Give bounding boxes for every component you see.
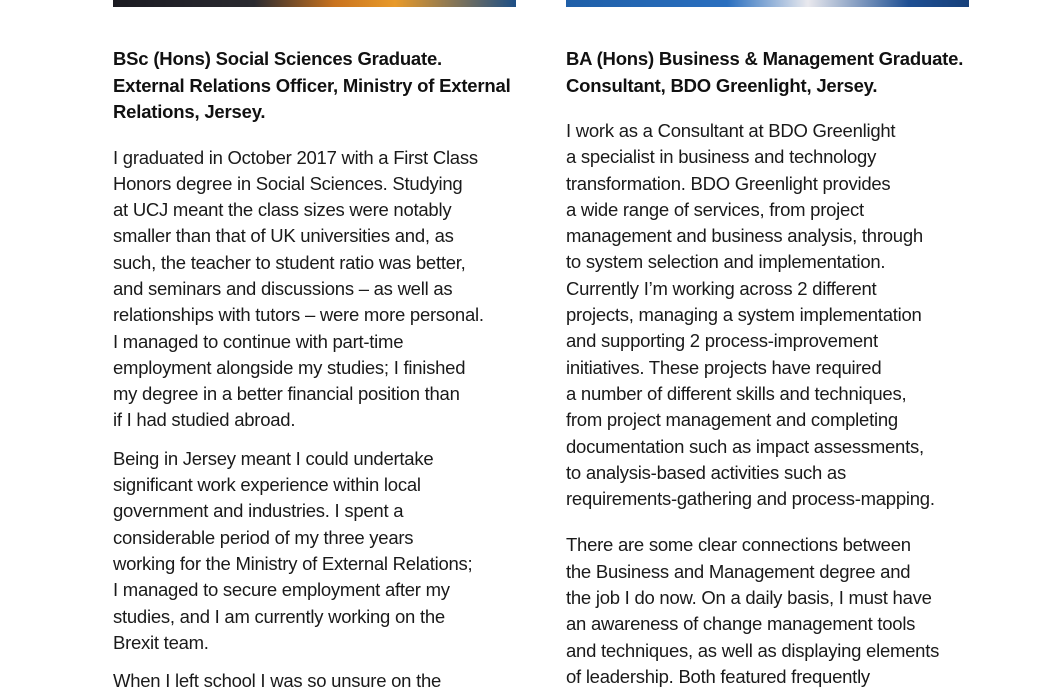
text-line: to system selection and implementation. xyxy=(566,251,886,273)
left-testimonial-heading xyxy=(113,46,523,126)
text-line: the Business and Management degree and xyxy=(566,560,911,582)
text-line: Being in Jersey meant I could undertake xyxy=(113,447,434,469)
right-testimonial-column xyxy=(566,46,976,690)
text-line: documentation such as impact assessments, xyxy=(566,435,924,457)
text-line: considerable period of my three years xyxy=(113,526,414,548)
text-line: the job I do now. On a daily basis, I must have xyxy=(566,587,932,609)
text-line: smaller than that of UK universities and, as xyxy=(113,225,454,247)
text-line: and techniques, as well as displaying elements xyxy=(566,639,940,661)
left-paragraph-3 xyxy=(113,668,523,694)
text-line: an awareness of change management tools xyxy=(566,613,916,635)
text-line: Honors degree in Social Sciences. Studying xyxy=(113,172,463,194)
graduate-photo-left-cropped xyxy=(113,0,516,7)
text-line: employment alongside my studies; I finished xyxy=(113,356,466,378)
text-line: a number of different skills and techniques, xyxy=(566,382,907,404)
text-line: a specialist in business and technology xyxy=(566,146,877,168)
text-line: initiatives. These projects have required xyxy=(566,356,882,378)
text-line: I managed to secure employment after my xyxy=(113,579,450,601)
text-line: government and industries. I spent a xyxy=(113,500,404,522)
text-line: requirements-gathering and process-mapping. xyxy=(566,488,935,510)
text-line: Brexit team. xyxy=(113,631,209,653)
left-paragraph-2 xyxy=(113,446,523,656)
text-line: and supporting 2 process-improvement xyxy=(566,330,878,352)
right-paragraph-1 xyxy=(566,118,976,512)
text-line: There are some clear connections between xyxy=(566,534,911,556)
text-line: Currently I’m working across 2 different xyxy=(566,277,877,299)
graduate-photo-right-cropped xyxy=(566,0,969,7)
text-line: relationships with tutors – were more personal. xyxy=(113,304,484,326)
heading-line: Consultant, BDO Greenlight, Jersey. xyxy=(566,74,878,96)
right-paragraph-2 xyxy=(566,532,976,690)
text-line: When I left school I was so unsure on the xyxy=(113,670,442,692)
text-line: significant work experience within local xyxy=(113,474,421,496)
text-line: a wide range of services, from project xyxy=(566,198,864,220)
text-line: I work as a Consultant at BDO Greenlight xyxy=(566,120,896,141)
text-line: and seminars and discussions – as well as xyxy=(113,277,453,299)
text-line: transformation. BDO Greenlight provides xyxy=(566,172,891,194)
left-paragraph-1 xyxy=(113,145,523,434)
text-line: management and business analysis, through xyxy=(566,225,923,247)
text-line: of leadership. Both featured frequently xyxy=(566,665,870,687)
heading-line: BA (Hons) Business & Management Graduate. xyxy=(566,48,964,69)
text-line: such, the teacher to student ratio was better, xyxy=(113,251,466,273)
text-line: if I had studied abroad. xyxy=(113,409,296,431)
text-line: I graduated in October 2017 with a First Class xyxy=(113,146,478,168)
text-line: at UCJ meant the class sizes were notably xyxy=(113,199,452,221)
heading-line: BSc (Hons) Social Sciences Graduate. xyxy=(113,48,442,69)
text-line: from project management and completing xyxy=(566,409,898,431)
text-line: my degree in a better financial position than xyxy=(113,383,460,405)
text-line: projects, managing a system implementation xyxy=(566,304,922,326)
text-line: I managed to continue with part-time xyxy=(113,330,404,352)
right-testimonial-heading xyxy=(566,46,976,99)
text-line: to analysis-based activities such as xyxy=(566,461,846,483)
heading-line: External Relations Officer, Ministry of External xyxy=(113,74,511,96)
left-testimonial-column xyxy=(113,46,523,694)
text-line: studies, and I am currently working on the xyxy=(113,605,445,627)
heading-line: Relations, Jersey. xyxy=(113,101,266,122)
text-line: working for the Ministry of External Relations; xyxy=(113,552,473,574)
